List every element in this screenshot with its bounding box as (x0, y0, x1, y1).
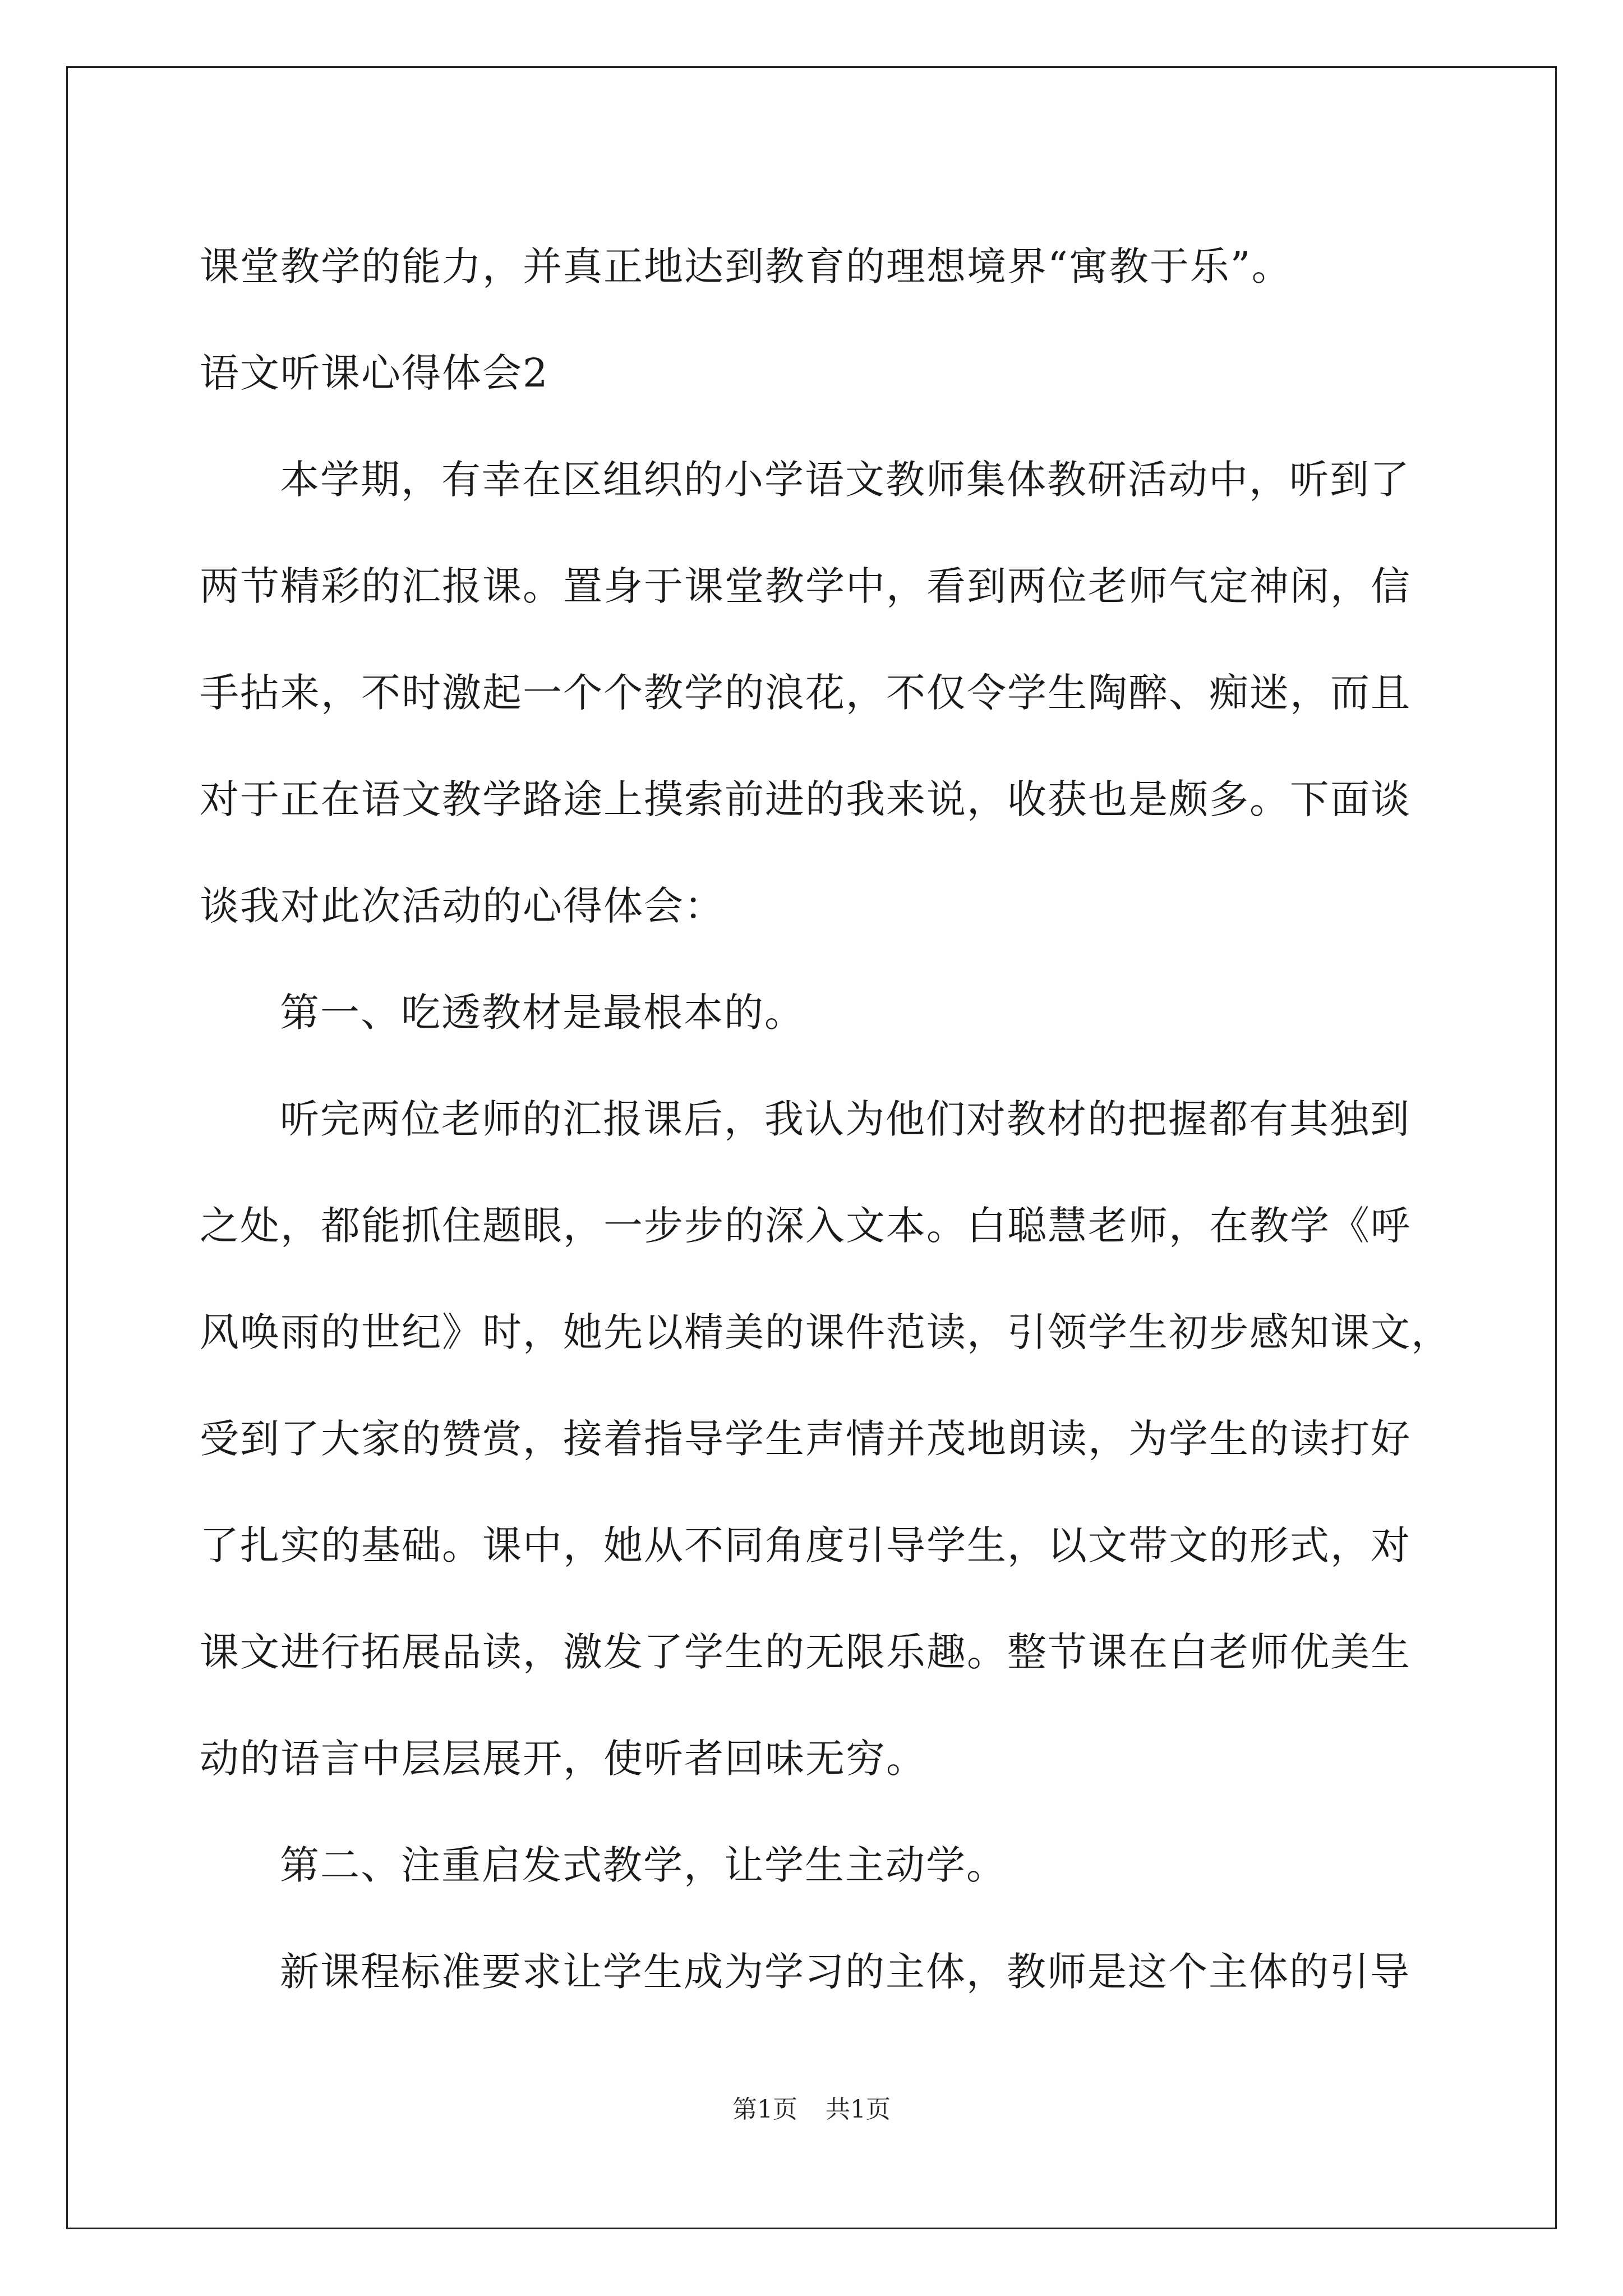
text-line: 之处，都能抓住题眼，一步步的深入文本。白聪慧老师，在教学《呼 (200, 1203, 1411, 1249)
document-body (200, 213, 1451, 2025)
text-line: 动的语言中层层展开，使听者回味无穷。 (200, 1736, 926, 1782)
text-line: 谈我对此次活动的心得体会： (200, 883, 725, 929)
section-heading: 语文听课心得体会2 (200, 350, 549, 396)
point-heading: 第一、吃透教材是最根本的。 (280, 990, 805, 1036)
page-total: 共1页 (826, 2095, 891, 2124)
text-line: 对于正在语文教学路途上摸索前进的我来说，收获也是颇多。下面谈 (200, 776, 1411, 822)
text-line: 课文进行拓展品读，激发了学生的无限乐趣。整节课在白老师优美生 (200, 1629, 1411, 1675)
page-footer (0, 2089, 1623, 2125)
text-line: 新课程标准要求让学生成为学习的主体，教师是这个主体的引导 (280, 1949, 1410, 1995)
text-line: 两节精彩的汇报课。置身于课堂教学中，看到两位老师气定神闲，信 (200, 563, 1411, 609)
page-number: 第1页 (732, 2095, 797, 2124)
text-line: 受到了大家的赞赏，接着指导学生声情并茂地朗读，为学生的读打好 (200, 1416, 1411, 1462)
point-heading: 第二、注重启发式教学，让学生主动学。 (280, 1842, 1007, 1888)
text-line: 了扎实的基础。课中，她从不同角度引导学生，以文带文的形式，对 (200, 1522, 1411, 1568)
text-line: 课堂教学的能力，并真正地达到教育的理想境界“寓教于乐”。 (200, 243, 1292, 289)
text-line: 手拈来，不时激起一个个教学的浪花，不仅令学生陶醉、痴迷，而且 (200, 670, 1411, 716)
text-line: 风唤雨的世纪》时，她先以精美的课件范读，引领学生初步感知课文， (200, 1309, 1451, 1355)
text-line: 听完两位老师的汇报课后，我认为他们对教材的把握都有其独到 (280, 1096, 1410, 1142)
text-line: 本学期，有幸在区组织的小学语文教师集体教研活动中，听到了 (280, 457, 1410, 503)
